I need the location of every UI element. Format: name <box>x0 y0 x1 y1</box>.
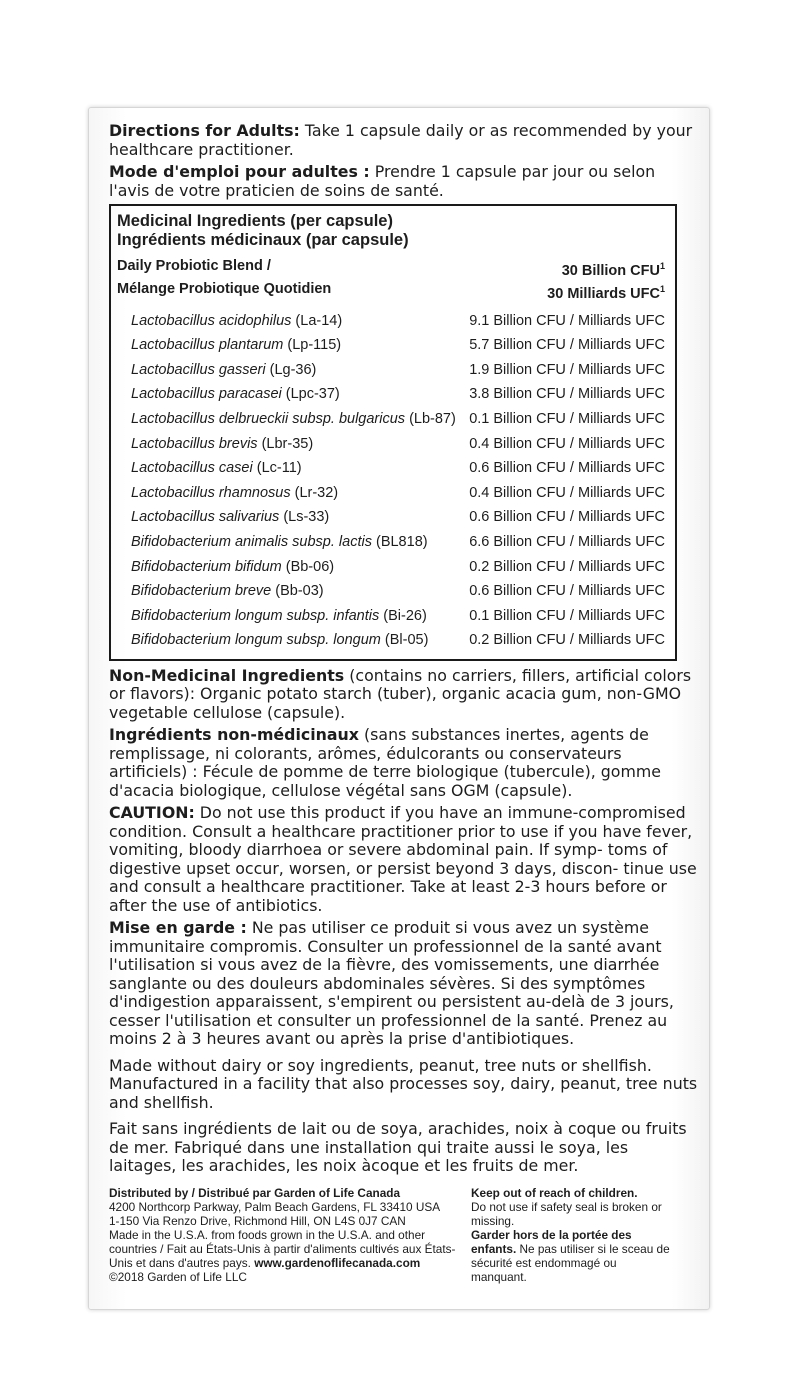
medicinal-ingredients-box <box>109 204 677 661</box>
address-us: 4200 Northcorp Parkway, Palm Beach Gardens, FL 33410 USA <box>109 1199 441 1214</box>
non-medicinal-en-heading: Non-Medicinal Ingredients <box>109 665 345 685</box>
strain-amount: 0.4 Billion CFU / Milliards UFC <box>469 484 665 501</box>
strain-name: Bifidobacterium bifidum (Bb-06) <box>131 558 335 575</box>
medicinal-title-fr: Ingrédients médicinaux (par capsule) <box>117 230 409 249</box>
strain-amount: 0.6 Billion CFU / Milliards UFC <box>469 509 665 526</box>
strain-row <box>117 555 665 580</box>
address-ca: 1-150 Via Renzo Drive, Richmond Hill, ON L4S 0J7 CAN <box>109 1213 406 1228</box>
blend-header <box>117 257 665 303</box>
strain-name: Bifidobacterium animalis subsp. lactis (BL818) <box>131 534 428 550</box>
strain-amount: 0.4 Billion CFU / Milliards UFC <box>469 435 665 452</box>
caution-en <box>109 804 699 915</box>
directions-fr-heading: Mode d'emploi pour adultes : <box>109 162 370 181</box>
strain-row <box>117 628 665 653</box>
child-safety-warning <box>471 1186 671 1284</box>
strain-amount: 0.6 Billion CFU / Milliards UFC <box>469 460 665 477</box>
made-in-statement: Made in the U.S.A. from foods grown in the U.S.A. and other countries / Fait au États-Unis à partir d'aliments cultivés aux États-Unis et dans d'autres pays. www.gardenoflifecanada.com <box>109 1227 456 1270</box>
strain-amount: 0.1 Billion CFU / Milliards UFC <box>469 411 665 428</box>
directions-en-text: Take 1 capsule daily or as recommended by your healthcare practitioner. <box>109 121 693 159</box>
strain-amount: 0.2 Billion CFU / Milliards UFC <box>469 632 665 649</box>
strain-name: Lactobacillus delbrueckii subsp. bulgaricus (Lb-87) <box>131 411 456 428</box>
directions-fr <box>109 163 699 200</box>
non-medicinal-fr <box>109 726 699 800</box>
distributed-heading: Distributed by / Distribué par Garden of Life Canada <box>109 1185 401 1200</box>
allergen-en: Made without dairy or soy ingredients, peanut, tree nuts or shellfish. Manufactured in a facility that also processes soy, dairy, peanut, tree nuts and shellfish. <box>109 1055 698 1112</box>
caution-fr <box>109 919 699 1049</box>
allergen-fr: Fait sans ingrédients de lait ou de soya, arachides, noix à coque ou fruits de mer. Fabriqué dans une installation qui traite aussi le soya, les laitages, les arachides, les noix àcoque et les fruits de mer. <box>109 1119 687 1176</box>
strain-row <box>117 333 665 358</box>
strain-row <box>117 579 665 604</box>
website-link[interactable]: www.gardenoflifecanada.com <box>254 1255 421 1270</box>
strain-name: Lactobacillus gasseri (Lg-36) <box>131 361 317 378</box>
blend-total-fr: 30 Milliards UFC$^1$ <box>547 283 665 302</box>
garder-heading: Garder hors de la portée des enfants. <box>471 1227 632 1256</box>
strain-name: Bifidobacterium breve (Bb-03) <box>131 583 324 600</box>
strain-name: Lactobacillus acidophilus (La-14) <box>131 312 343 329</box>
strain-row <box>117 309 665 334</box>
strain-row <box>117 432 665 457</box>
strain-amount: 0.1 Billion CFU / Milliards UFC <box>469 607 665 624</box>
strain-amount: 6.6 Billion CFU / Milliards UFC <box>469 534 665 550</box>
caution-fr-heading: Mise en garde : <box>109 918 247 938</box>
strain-row <box>117 481 665 506</box>
non-medicinal-fr-heading: Ingrédients non-médicinaux <box>109 725 359 745</box>
strain-amount: 0.6 Billion CFU / Milliards UFC <box>469 583 665 600</box>
strain-amount: 9.1 Billion CFU / Milliards UFC <box>469 312 665 329</box>
strain-row <box>117 604 665 629</box>
strain-name: Lactobacillus brevis (Lbr-35) <box>131 435 314 452</box>
footnote-mark: 1 <box>659 261 665 271</box>
directions-en-heading: Directions for Adults: <box>109 121 300 140</box>
strain-row <box>117 407 665 432</box>
supplement-label-panel <box>88 107 710 1310</box>
non-medicinal-fr-text: (sans substances inertes, agents de remplissage, ni colorants, arômes, édulcorants ou conservateurs artificiels) : Fécule de pomme de terre biologique (tubercule), gomme d'acacia biologique, cellulose végétal sans OGM (capsule). <box>109 725 661 800</box>
caution-en-heading: CAUTION: <box>109 803 195 823</box>
non-medicinal-en <box>109 667 699 723</box>
blend-total-en: 30 Billion CFU$^1$ <box>561 261 665 279</box>
garder-text: Ne pas utiliser si le sceau de sécurité est endommagé ou manquant. <box>471 1241 670 1284</box>
label-footer <box>109 1186 699 1284</box>
distributor-info <box>109 1186 471 1284</box>
strain-amount: 5.7 Billion CFU / Milliards UFC <box>469 337 665 354</box>
directions-en <box>109 122 699 159</box>
strain-name: Lactobacillus paracasei (Lpc-37) <box>131 386 340 403</box>
strain-row <box>117 530 665 555</box>
medicinal-title-en: Medicinal Ingredients (per capsule) <box>117 212 393 230</box>
caution-en-text: Do not use this product if you have an immune-compromised condition. Consult a healthcare practitioner prior to use if you have fever, vomiting, bloody diarrhoea or severe abdominal pain. If symp- toms of digestive upset occur, worsen, or persist beyond 3 days, discon- tinue use and consult a healthcare practitioner. Take at least 2-3 hours before or after the use of antibiotics. <box>109 803 697 915</box>
non-medicinal-en-text: (contains no carriers, fillers, artificial colors or flavors): Organic potato starch (tuber), organic acacia gum, non-GMO vegetable cellulose (capsule). <box>109 665 692 722</box>
blend-name-en: Daily Probiotic Blend / <box>117 258 271 274</box>
copyright: ©2018 Garden of Life LLC <box>109 1269 247 1284</box>
directions-fr-text: Prendre 1 capsule par jour ou selon l'avis de votre praticien de soins de santé. <box>109 162 656 200</box>
strain-name: Lactobacillus casei (Lc-11) <box>131 460 302 477</box>
strain-name: Bifidobacterium longum subsp. longum (Bl-05) <box>131 632 429 649</box>
strain-amount: 0.2 Billion CFU / Milliards UFC <box>469 558 665 575</box>
keep-out-heading: Keep out of reach of children. <box>471 1185 638 1200</box>
footnote-mark: 1 <box>659 283 665 294</box>
strain-amount: 1.9 Billion CFU / Milliards UFC <box>469 361 665 378</box>
strain-name: Lactobacillus salivarius (Ls-33) <box>131 509 330 526</box>
strain-row <box>117 382 665 407</box>
blend-name-fr: Mélange Probiotique Quotidien <box>117 280 332 297</box>
strain-amount: 3.8 Billion CFU / Milliards UFC <box>469 386 665 403</box>
strain-name: Lactobacillus plantarum (Lp-115) <box>131 337 342 354</box>
strain-row <box>117 456 665 481</box>
strain-row <box>117 358 665 383</box>
strain-name: Lactobacillus rhamnosus (Lr-32) <box>131 484 339 501</box>
caution-fr-text: Ne pas utiliser ce produit si vous avez un système immunitaire compromis. Consulter un professionnel de la santé avant l'utilisation si vous avez de la fièvre, des vomissements, une diarrhée sanglante ou des douleurs abdominales sévères. Si des symptômes d'indigestion apparaissent, s'empirent ou persistent au-delà de 3 jours, cesser l'utilisation et consulter un professionnel de la santé. Prenez au moins 2 à 3 heures avant ou après la prise d'antibiotiques. <box>109 918 674 1049</box>
strain-row <box>117 505 665 530</box>
strain-list <box>117 309 665 653</box>
strain-name: Bifidobacterium longum subsp. infantis (Bi-26) <box>131 607 427 624</box>
keep-out-text: Do not use if safety seal is broken or missing. <box>471 1199 662 1228</box>
